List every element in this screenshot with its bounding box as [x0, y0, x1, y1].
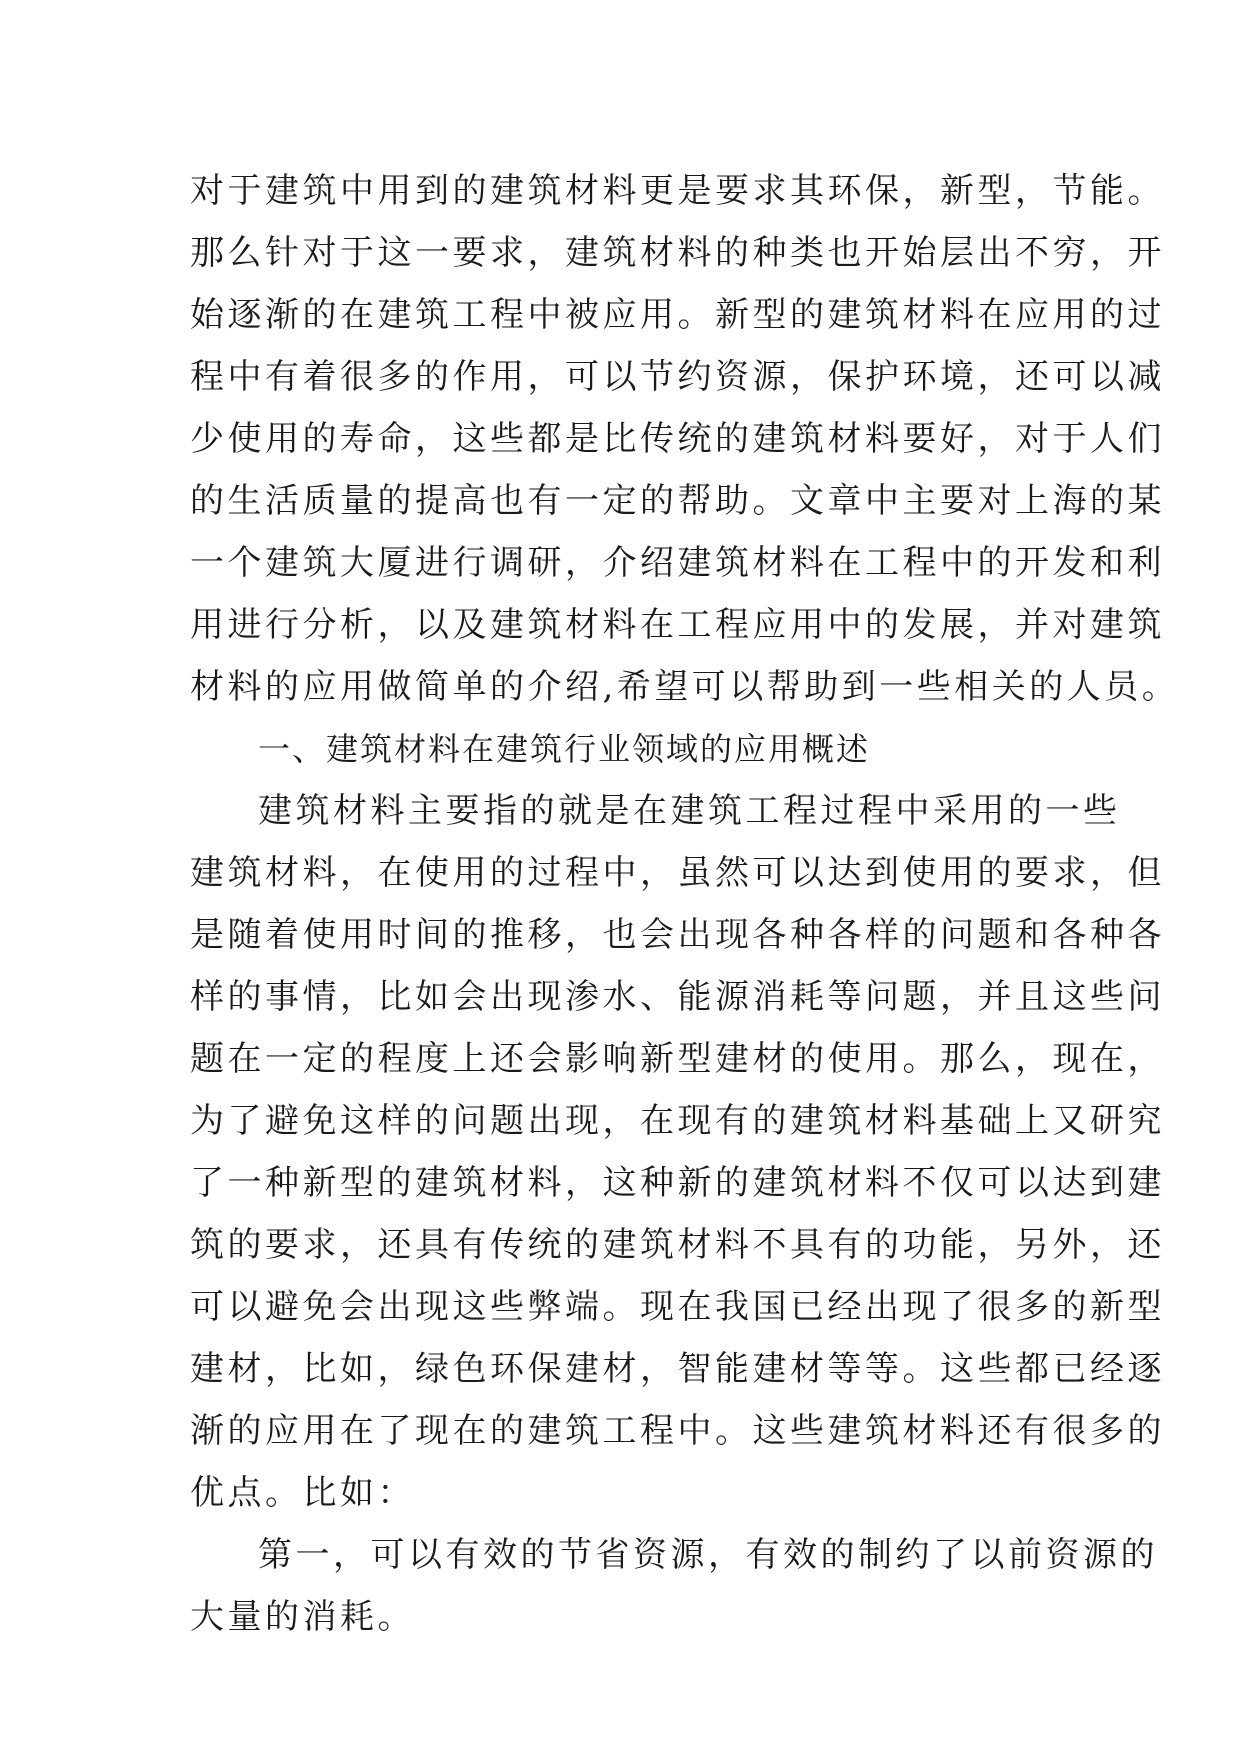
text-line: 少使用的寿命，这些都是比传统的建筑材料要好，对于人们 [190, 419, 1165, 459]
text-line: 为了避免这样的问题出现，在现有的建筑材料基础上又研究 [190, 1101, 1165, 1141]
text-line: 程中有着很多的作用，可以节约资源，保护环境，还可以减 [190, 357, 1165, 397]
text-line: 了一种新型的建筑材料，这种新的建筑材料不仅可以达到建 [190, 1163, 1165, 1203]
text-line: 样的事情，比如会出现渗水、能源消耗等问题，并且这些问 [190, 977, 1165, 1017]
text-line: 用进行分析，以及建筑材料在工程应用中的发展，并对建筑 [190, 605, 1165, 645]
text-line: 可以避免会出现这些弊端。现在我国已经出现了很多的新型 [190, 1287, 1165, 1327]
text-line: 的生活质量的提高也有一定的帮助。文章中主要对上海的某 [190, 481, 1165, 521]
text-line: 始逐渐的在建筑工程中被应用。新型的建筑材料在应用的过 [190, 295, 1165, 335]
text-line: 渐的应用在了现在的建筑工程中。这些建筑材料还有很多的 [190, 1411, 1165, 1451]
text-line: 建筑材料，在使用的过程中，虽然可以达到使用的要求，但 [190, 853, 1165, 893]
text-line: 第一，可以有效的节省资源，有效的制约了以前资源的 [258, 1535, 1158, 1575]
text-line: 大量的消耗。 [190, 1597, 415, 1637]
text-line: 是随着使用时间的推移，也会出现各种各样的问题和各种各 [190, 915, 1165, 955]
body-text [190, 160, 1180, 1648]
section-heading: 一、建筑材料在建筑行业领域的应用概述 [258, 730, 871, 768]
text-line: 筑的要求，还具有传统的建筑材料不具有的功能，另外，还 [190, 1225, 1165, 1265]
text-line: 材料的应用做简单的介绍,希望可以帮助到一些相关的人员。 [190, 667, 1180, 707]
text-line: 建筑材料主要指的就是在建筑工程过程中采用的一些 [258, 791, 1121, 831]
text-line: 建材，比如，绿色环保建材，智能建材等等。这些都已经逐 [190, 1349, 1165, 1389]
text-line: 一个建筑大厦进行调研，介绍建筑材料在工程中的开发和利 [190, 543, 1165, 583]
text-line: 那么针对于这一要求，建筑材料的种类也开始层出不穷，开 [190, 233, 1165, 273]
text-line: 对于建筑中用到的建筑材料更是要求其环保，新型，节能。 [190, 171, 1165, 211]
text-line: 题在一定的程度上还会影响新型建材的使用。那么，现在， [190, 1039, 1165, 1079]
text-line: 优点。比如： [190, 1473, 415, 1513]
